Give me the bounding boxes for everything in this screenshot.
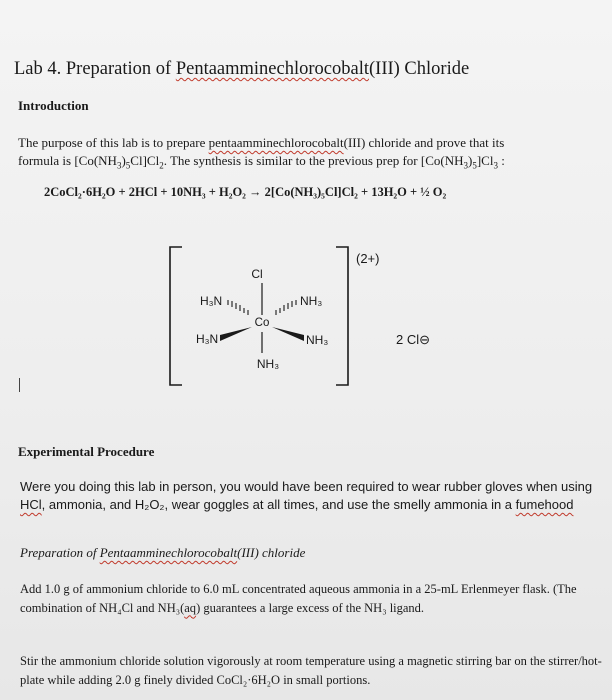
hcl-word: HCl <box>20 497 42 512</box>
hashed-bond-upper-left <box>228 300 248 315</box>
counterion: 2 Cl⊖ <box>396 332 431 347</box>
hashed-bond-upper-right <box>276 300 296 315</box>
complex-structure-diagram <box>160 225 500 400</box>
fumehood-word: fumehood <box>515 497 574 512</box>
complex-charge: (2+) <box>356 251 380 266</box>
intro-compound: pentaamminechlorocobalt <box>208 135 344 150</box>
upper-left-ligand: H₃N <box>200 294 223 308</box>
reaction-equation: 2CoCl₂·6H₂O + 2HCl + 10NH₃ + H₂O₂ → 2[Co(NH₃)₅Cl]Cl₂ + 13H₂O + ½ O₂ <box>44 185 447 199</box>
lower-left-ligand: H₃N <box>196 332 219 346</box>
document-title <box>14 59 469 80</box>
introduction-paragraph: The purpose of this lab is to prepare pentaamminechlorocobalt(III) chloride and prove that its formula is $[Co(NH_3)_5Cl]Cl_2$. The synthesis is similar to the previous prep for $[Co(NH_3)_5]Cl_3$ : <box>18 135 505 171</box>
lower-right-ligand: NH₃ <box>306 333 329 347</box>
safety-paragraph: Were you doing this lab in person, you would have been required to wear rubber gloves when using HCl, ammonia, and H₂O₂, wear goggles at all times, and use the smelly ammonia in a fumehood <box>20 479 593 512</box>
introduction-heading: Introduction <box>18 98 89 113</box>
title-prefix: Lab 4. Preparation of <box>14 59 176 79</box>
step2-paragraph: Stir the ammonium chloride solution vigorously at room temperature using a magnetic stirring bar on the stirrer/hot-plate while adding 2.0 g finely divided CoCl₂·6H₂O in small portions. <box>20 654 602 687</box>
cobalt-center: Co <box>254 317 270 329</box>
top-ligand: Cl <box>251 267 263 281</box>
wedge-bond-lower-right <box>272 327 304 341</box>
title-compound: Pentaamminechlorocobalt <box>175 59 369 79</box>
step1-paragraph: Add 1.0 g of ammonium chloride to 6.0 mL concentrated aqueous ammonia in a 25-mL Erlenmeyer flask. (The combination of NH₄Cl and NH₃(aq) guarantees a large excess of the NH₃ ligand. <box>20 582 577 615</box>
aq-word: aq <box>184 600 197 615</box>
experimental-procedure-heading: Experimental Procedure <box>18 444 155 459</box>
upper-right-ligand: NH₃ <box>300 294 323 308</box>
bottom-ligand: NH₃ <box>256 357 280 371</box>
text-cursor <box>19 378 20 392</box>
title-suffix: (III) Chloride <box>369 59 470 79</box>
left-bracket <box>170 247 182 385</box>
preparation-subheading: Preparation of Pentaamminechlorocobalt(III) chloride <box>20 545 306 560</box>
right-bracket <box>336 247 348 385</box>
wedge-bond-lower-left <box>220 327 252 341</box>
prep-compound: Pentaamminechlorocobalt <box>99 545 238 560</box>
